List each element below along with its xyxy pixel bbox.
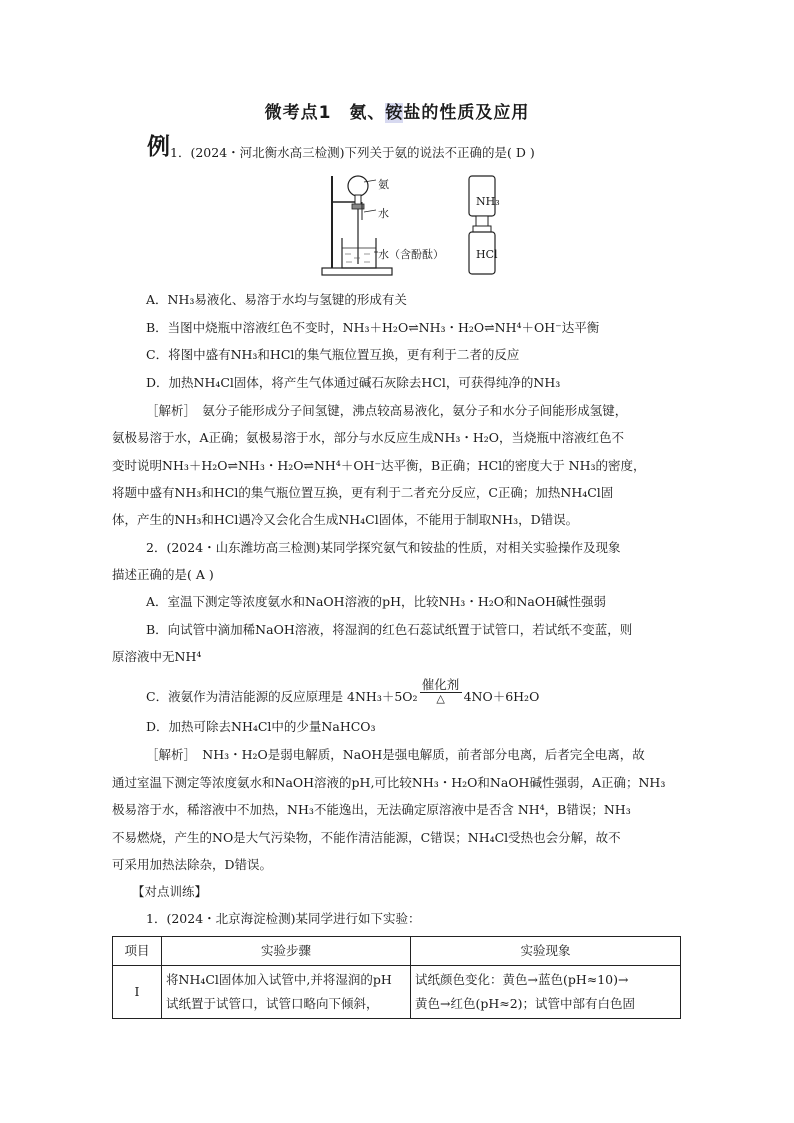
label-water: 水 (378, 207, 389, 220)
page-title: 微考点1 氨、铵盐的性质及应用 (264, 103, 530, 123)
cell-steps: 将NH₄Cl固体加入试管中,并将湿润的pH 试纸置于试管口，试管口略向下倾斜， (162, 966, 411, 1019)
q2-analysis-line: 极易溶于水，稀溶液中不加热，NH₃不能逸出，无法确定原溶液中是否含 NH⁴，B错误；NH₃ (112, 802, 631, 817)
q2-option-a: A．室温下测定等浓度氨水和NaOH溶液的pH，比较NH₃・H₂O和NaOH碱性强弱 (146, 594, 607, 609)
label-nh3-bottle: NH₃ (476, 195, 500, 208)
fountain-apparatus-figure (318, 172, 518, 280)
header-item: 项目 (113, 937, 162, 966)
header-phenomena: 实验现象 (411, 937, 681, 966)
q2-stem: 2．(2024・山东潍坊高三检测)某同学探究氨气和铵盐的性质，对相关实验操作及现象 (146, 540, 621, 555)
q2-analysis-line: ［解析］ NH₃・H₂O是弱电解质，NaOH是强电解质，前者部分电离，后者完全电离，故 (146, 747, 645, 762)
q2-option-b-cont: 原溶液中无NH⁴ (112, 649, 202, 664)
label-water-phenolphthalein: 水（含酚酞） (378, 248, 444, 261)
q2-option-d: D．加热可除去NH₄Cl中的少量NaHCO₃ (146, 719, 376, 734)
q2-analysis-line: 可采用加热法除杂，D错误。 (112, 857, 273, 872)
table-header-row (113, 937, 681, 966)
q1-stem: 1．(2024・河北衡水高三检测)下列关于氨的说法不正确的是( D ) (170, 145, 535, 160)
q2-analysis-line: 不易燃烧，产生的NO是大气污染物，不能作清洁能源，C错误；NH₄Cl受热也会分解，故不 (112, 830, 621, 845)
q2-option-b: B．向试管中滴加稀NaOH溶液，将湿润的红色石蕊试纸置于试管口，若试纸不变蓝，则 (146, 622, 633, 637)
q2-option-c: C．液氨作为清洁能源的反应原理是 4NH₃＋5O₂ $\frac{\text{催化剂}}{\triangle}$ 4NO＋6H₂O (146, 677, 540, 705)
training-q1-stem: 1．(2024・北京海淀检测)某同学进行如下实验： (146, 911, 421, 926)
label-ammonia: 氨 (378, 178, 389, 191)
reaction-condition: $\frac{\text{催化剂}}{\triangle}$ (420, 678, 462, 705)
table-row (113, 966, 681, 1019)
q2-analysis-line: 通过室温下测定等浓度氨水和NaOH溶液的pH,可比较NH₃・H₂O和NaOH碱性强弱，A正确；NH₃ (112, 775, 666, 790)
example-marker: 例 (147, 134, 170, 160)
experiment-table (112, 936, 681, 1019)
q1-option-c: C．将图中盛有NH₃和HCl的集气瓶位置互换，更有利于二者的反应 (146, 347, 520, 362)
q1-option-a: A．NH₃易液化、易溶于水均与氢键的形成有关 (146, 292, 407, 307)
q1-analysis-line: 变时说明NH₃＋H₂O⇌NH₃・H₂O⇌NH⁴＋OH⁻达平衡，B正确；HCl的密度大于 NH₃的密度， (112, 458, 646, 473)
q1-analysis-line: 体，产生的NH₃和HCl遇冷又会化合生成NH₄Cl固体，不能用于制取NH₃，D错误。 (112, 512, 579, 527)
q1-option-d: D．加热NH₄Cl固体，将产生气体通过碱石灰除去HCl，可获得纯净的NH₃ (146, 375, 561, 390)
header-steps: 实验步骤 (162, 937, 411, 966)
q1-analysis-line: 将题中盛有NH₃和HCl的集气瓶位置互换，更有利于二者充分反应，C正确；加热NH₄Cl固 (112, 485, 614, 500)
q1-analysis-line: ［解析］ 氨分子能形成分子间氢键，沸点较高易液化，氨分子和水分子间能形成氢键， (146, 403, 628, 418)
q1-analysis-line: 氨极易溶于水，A正确；氨极易溶于水，部分与水反应生成NH₃・H₂O，当烧瓶中溶液红色不 (112, 430, 625, 445)
cell-item: Ⅰ (113, 966, 162, 1019)
training-heading: 【对点训练】 (132, 884, 208, 899)
q2-stem-cont: 描述正确的是( A ) (112, 567, 214, 582)
q1-option-b: B．当图中烧瓶中溶液红色不变时，NH₃＋H₂O⇌NH₃・H₂O⇌NH⁴＋OH⁻达平衡 (146, 320, 600, 335)
label-hcl-bottle: HCl (476, 248, 498, 261)
cell-phenomena: 试纸颜色变化：黄色→蓝色(pH≈10)→ 黄色→红色(pH≈2)；试管中部有白色固 (411, 966, 681, 1019)
title-highlight: 铵 (385, 103, 404, 123)
